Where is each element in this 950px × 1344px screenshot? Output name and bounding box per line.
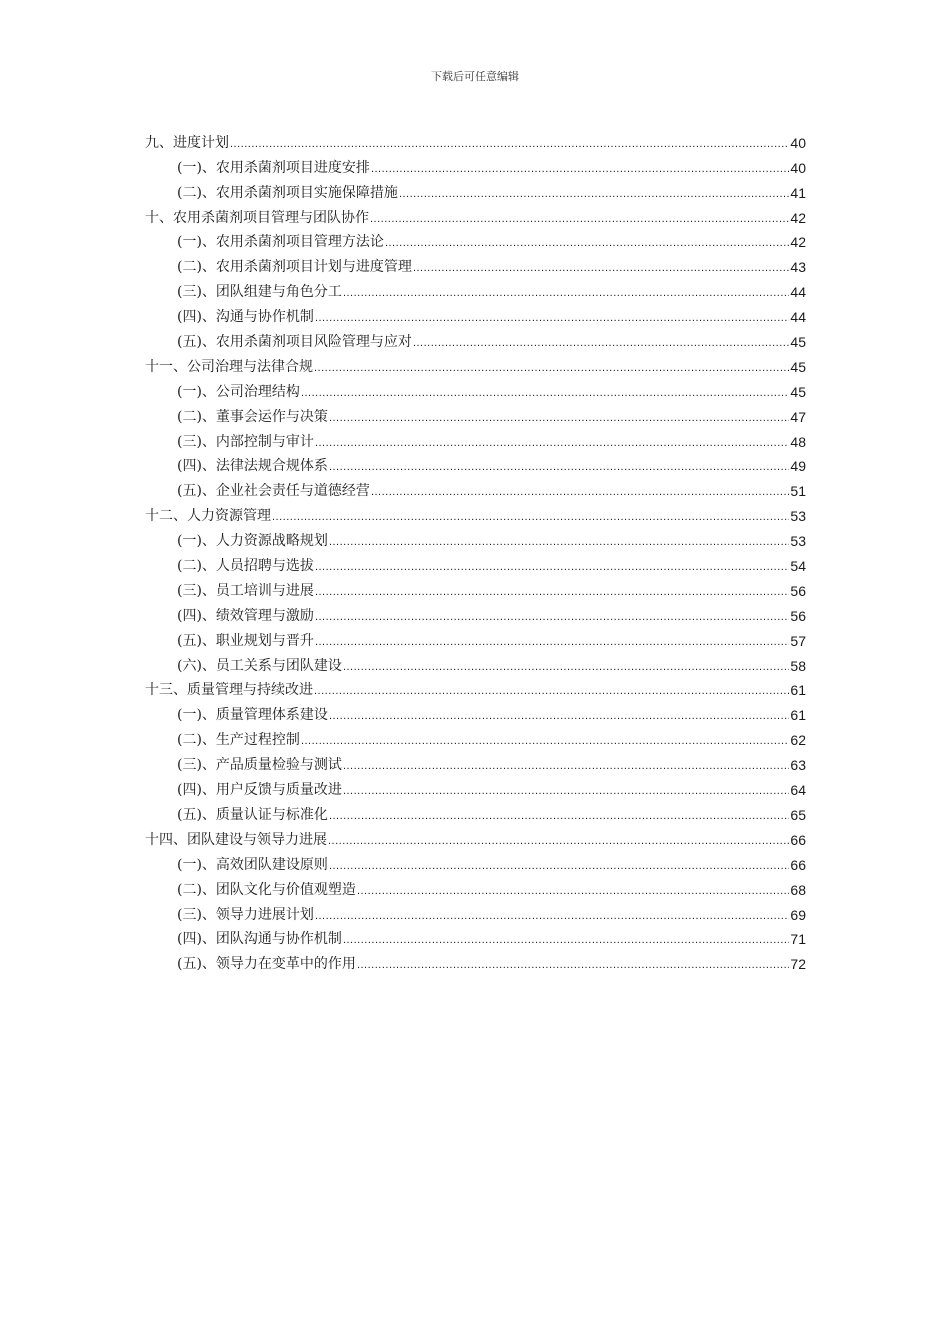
toc-subsection-entry[interactable]	[145, 576, 806, 601]
toc-page-number: 53	[790, 508, 806, 525]
toc-entry-title: (三)、产品质量检验与测试	[177, 757, 342, 774]
toc-subsection-entry[interactable]	[145, 452, 806, 477]
toc-dot-leader	[399, 185, 789, 203]
toc-dot-leader	[343, 658, 789, 676]
toc-subsection-entry[interactable]	[145, 377, 806, 402]
toc-entry-title: (二)、人员招聘与选拔	[177, 558, 314, 575]
toc-section-entry[interactable]	[145, 676, 806, 701]
toc-entry-title: (二)、农用杀菌剂项目计划与进度管理	[177, 259, 412, 276]
toc-entry-title: (三)、内部控制与审计	[177, 433, 314, 450]
toc-subsection-entry[interactable]	[145, 601, 806, 626]
toc-subsection-entry[interactable]	[145, 775, 806, 800]
toc-subsection-entry[interactable]	[145, 178, 806, 203]
toc-page-number: 65	[790, 806, 806, 823]
toc-dot-leader	[301, 732, 789, 750]
toc-dot-leader	[329, 409, 789, 427]
toc-page-number: 45	[790, 358, 806, 375]
toc-subsection-entry[interactable]	[145, 402, 806, 427]
toc-entry-title: (四)、沟通与协作机制	[177, 309, 314, 326]
toc-subsection-entry[interactable]	[145, 476, 806, 501]
toc-dot-leader	[301, 384, 789, 402]
toc-entry-title: (二)、董事会运作与决策	[177, 408, 328, 425]
toc-entry-title: (一)、高效团队建设原则	[177, 856, 328, 873]
toc-entry-title: 十四、团队建设与领导力进展	[145, 831, 327, 848]
toc-page-number: 51	[790, 483, 806, 500]
toc-dot-leader	[371, 483, 789, 501]
toc-subsection-entry[interactable]	[145, 850, 806, 875]
toc-entry-title: (五)、质量认证与标准化	[177, 806, 328, 823]
toc-page-number: 45	[790, 334, 806, 351]
toc-dot-leader	[315, 434, 789, 452]
toc-page-number: 47	[790, 408, 806, 425]
toc-entry-title: (五)、领导力在变革中的作用	[177, 956, 356, 973]
toc-subsection-entry[interactable]	[145, 725, 806, 750]
toc-page-number: 66	[790, 856, 806, 873]
toc-entry-title: (三)、员工培训与进展	[177, 582, 314, 599]
toc-subsection-entry[interactable]	[145, 327, 806, 352]
toc-section-entry[interactable]	[145, 501, 806, 526]
toc-dot-leader	[315, 633, 789, 651]
toc-dot-leader	[343, 757, 789, 775]
toc-page-number: 45	[790, 383, 806, 400]
toc-entry-title: (一)、质量管理体系建设	[177, 707, 328, 724]
toc-entry-title: (一)、农用杀菌剂项目管理方法论	[177, 234, 384, 251]
toc-entry-title: 十二、人力资源管理	[145, 508, 271, 525]
toc-dot-leader	[343, 931, 789, 949]
toc-subsection-entry[interactable]	[145, 153, 806, 178]
toc-page-number: 44	[790, 309, 806, 326]
toc-section-entry[interactable]	[145, 352, 806, 377]
toc-dot-leader	[272, 508, 789, 526]
toc-entry-title: 九、进度计划	[145, 134, 229, 151]
toc-entry-title: (五)、农用杀菌剂项目风险管理与应对	[177, 334, 412, 351]
toc-page-number: 57	[790, 632, 806, 649]
toc-entry-title: 十三、质量管理与持续改进	[145, 682, 313, 699]
toc-subsection-entry[interactable]	[145, 526, 806, 551]
toc-dot-leader	[329, 707, 789, 725]
toc-section-entry[interactable]	[145, 203, 806, 228]
toc-dot-leader	[357, 956, 789, 974]
toc-subsection-entry[interactable]	[145, 252, 806, 277]
toc-dot-leader	[314, 359, 789, 377]
toc-page-number: 71	[790, 931, 806, 948]
toc-dot-leader	[230, 135, 789, 153]
toc-entry-title: 十一、公司治理与法律合规	[145, 358, 313, 375]
toc-entry-title: (一)、农用杀菌剂项目进度安排	[177, 159, 370, 176]
toc-page-number: 54	[790, 558, 806, 575]
toc-page-number: 40	[790, 159, 806, 176]
toc-entry-title: (二)、生产过程控制	[177, 732, 300, 749]
toc-page-number: 61	[790, 707, 806, 724]
toc-entry-title: (四)、法律法规合规体系	[177, 458, 328, 475]
toc-dot-leader	[328, 832, 789, 850]
toc-dot-leader	[329, 857, 789, 875]
toc-page-number: 69	[790, 906, 806, 923]
toc-dot-leader	[315, 608, 789, 626]
toc-page-number: 68	[790, 881, 806, 898]
toc-page-number: 53	[790, 533, 806, 550]
toc-entry-title: (四)、绩效管理与激励	[177, 607, 314, 624]
toc-dot-leader	[357, 882, 789, 900]
toc-page-number: 43	[790, 259, 806, 276]
toc-subsection-entry[interactable]	[145, 700, 806, 725]
toc-subsection-entry[interactable]	[145, 925, 806, 950]
toc-dot-leader	[385, 234, 789, 252]
toc-dot-leader	[343, 782, 789, 800]
toc-page-number: 41	[790, 184, 806, 201]
toc-dot-leader	[315, 309, 789, 327]
toc-page-number: 72	[790, 956, 806, 973]
toc-section-entry[interactable]	[145, 128, 806, 153]
toc-entry-title: (四)、团队沟通与协作机制	[177, 931, 342, 948]
toc-page-number: 40	[790, 134, 806, 151]
table-of-contents	[145, 128, 806, 974]
toc-subsection-entry[interactable]	[145, 949, 806, 974]
toc-entry-title: (四)、用户反馈与质量改进	[177, 782, 342, 799]
toc-entry-title: (六)、员工关系与团队建设	[177, 657, 342, 674]
toc-entry-title: (二)、农用杀菌剂项目实施保障措施	[177, 184, 398, 201]
toc-dot-leader	[329, 807, 789, 825]
page-header: 下载后可任意编辑	[431, 70, 519, 83]
toc-subsection-entry[interactable]	[145, 551, 806, 576]
toc-page-number: 49	[790, 458, 806, 475]
toc-entry-title: (三)、领导力进展计划	[177, 906, 314, 923]
toc-page-number: 56	[790, 607, 806, 624]
toc-page-number: 64	[790, 782, 806, 799]
toc-subsection-entry[interactable]	[145, 750, 806, 775]
toc-dot-leader	[370, 210, 789, 228]
toc-page-number: 42	[790, 234, 806, 251]
toc-entry-title: (二)、团队文化与价值观塑造	[177, 881, 356, 898]
toc-page-number: 62	[790, 732, 806, 749]
toc-entry-title: (三)、团队组建与角色分工	[177, 284, 342, 301]
toc-subsection-entry[interactable]	[145, 228, 806, 253]
toc-dot-leader	[329, 533, 789, 551]
toc-dot-leader	[315, 558, 789, 576]
toc-subsection-entry[interactable]	[145, 302, 806, 327]
toc-page-number: 66	[790, 831, 806, 848]
toc-page-number: 42	[790, 209, 806, 226]
toc-subsection-entry[interactable]	[145, 800, 806, 825]
toc-page-number: 58	[790, 657, 806, 674]
toc-page-number: 44	[790, 284, 806, 301]
toc-subsection-entry[interactable]	[145, 900, 806, 925]
toc-dot-leader	[343, 284, 789, 302]
toc-dot-leader	[371, 160, 789, 178]
toc-subsection-entry[interactable]	[145, 626, 806, 651]
toc-page-number: 48	[790, 433, 806, 450]
toc-page-number: 56	[790, 582, 806, 599]
toc-dot-leader	[329, 458, 789, 476]
toc-entry-title: (五)、企业社会责任与道德经营	[177, 483, 370, 500]
toc-entry-title: (五)、职业规划与晋升	[177, 632, 314, 649]
toc-dot-leader	[413, 334, 789, 352]
toc-subsection-entry[interactable]	[145, 277, 806, 302]
toc-page-number: 63	[790, 757, 806, 774]
toc-subsection-entry[interactable]	[145, 651, 806, 676]
toc-dot-leader	[315, 583, 789, 601]
toc-dot-leader	[413, 259, 789, 277]
toc-page-number: 61	[790, 682, 806, 699]
toc-entry-title: (一)、人力资源战略规划	[177, 533, 328, 550]
toc-subsection-entry[interactable]	[145, 875, 806, 900]
toc-entry-title: (一)、公司治理结构	[177, 383, 300, 400]
toc-dot-leader	[314, 682, 789, 700]
toc-dot-leader	[315, 907, 789, 925]
toc-section-entry[interactable]	[145, 825, 806, 850]
toc-entry-title: 十、农用杀菌剂项目管理与团队协作	[145, 209, 369, 226]
toc-subsection-entry[interactable]	[145, 427, 806, 452]
